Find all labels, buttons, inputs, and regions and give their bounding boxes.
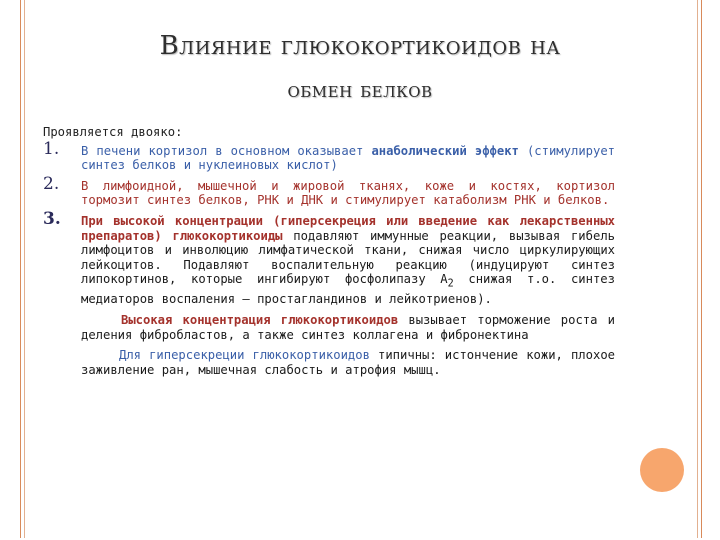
para1-text-bold: Высокая концентрация глюкокортикоидов bbox=[121, 312, 399, 327]
list-number-1: 1. bbox=[43, 138, 60, 159]
para2-text-a: Для гиперсекреции глюкокортикоидов bbox=[119, 348, 370, 363]
slide-content bbox=[43, 125, 615, 383]
item1-text-a: В печени кортизол в основном оказывает bbox=[81, 143, 372, 158]
list-text-1 bbox=[81, 144, 615, 173]
list-item-1 bbox=[43, 138, 616, 173]
item3-text-b: подавляют иммунные реакции, вызывая гибель лимфоцитов и инволюцию лимфатической ткани, снижая число циркулирующих лейкоцитов. Подавляют воспалительную реакцию (индуцируют синтез липокортинов, которые ингибируют фосфолипазу А bbox=[81, 228, 615, 287]
item3-subscript: 2 bbox=[447, 278, 454, 290]
list-text-2: В лимфоидной, мышечной и жировой тканях, коже и костях, кортизол тормозит синтез белков, РНК и ДНК и стимулирует катаболизм РНК и белков. bbox=[81, 178, 615, 208]
paragraph-hypersecretion bbox=[81, 348, 615, 377]
list-text-3 bbox=[81, 214, 615, 307]
item3-text-bold: При высокой концентрации (гиперсекреция или введение как лекарственных препаратов) глюкокортикоиды bbox=[81, 213, 615, 243]
list-item-2 bbox=[43, 173, 615, 208]
para1-text-b: вызывает торможение роста и деления фибробластов, а также синтез коллагена и фибронектина bbox=[81, 312, 615, 342]
item1-text-c: (стимулирует синтез белков и нуклеиновых кислот) bbox=[81, 143, 616, 173]
title-line-2: обмен белков bbox=[287, 78, 433, 103]
para2-text-b: типичны: истончение кожи, плохое заживление ран, мышечная слабость и атрофия мышц. bbox=[81, 348, 615, 377]
list-number-2: 2. bbox=[43, 173, 60, 194]
item1-text-bold: анаболический эффект bbox=[371, 143, 519, 158]
title-line-1: Влияние глюкокортикоидов на bbox=[159, 31, 561, 61]
decorative-circle bbox=[640, 448, 684, 492]
item3-text-c: снижая т.о. синтез медиаторов воспаления – простагландинов и лейкотриенов). bbox=[81, 272, 615, 307]
intro-text: Проявляется двояко: bbox=[43, 125, 183, 139]
slide-title bbox=[40, 28, 680, 108]
paragraph-high-concentration bbox=[81, 313, 615, 342]
list-number-3: 3. bbox=[43, 208, 61, 229]
list-item-3 bbox=[43, 208, 615, 307]
